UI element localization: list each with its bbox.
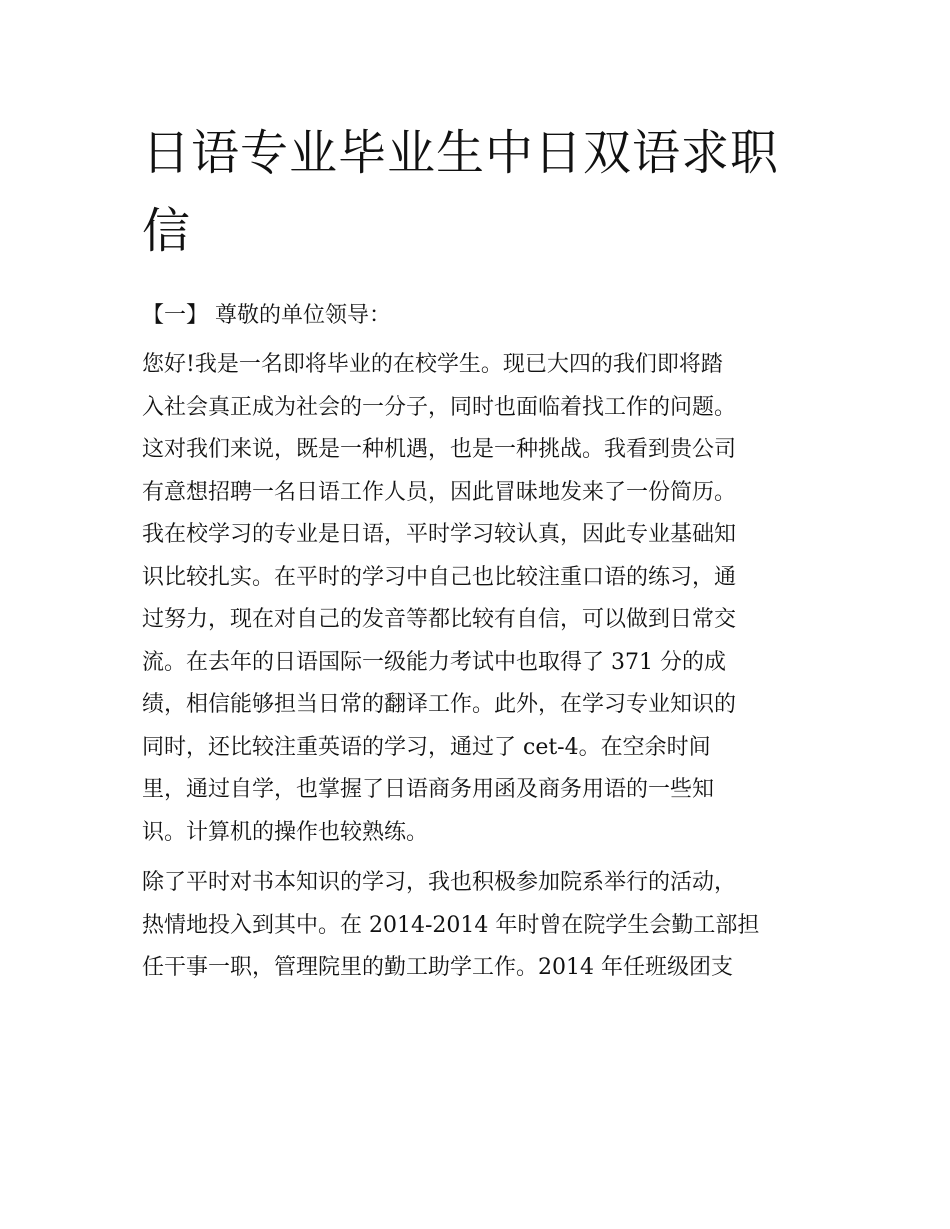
text-line: 绩，相信能够担当日常的翻译工作。此外，在学习专业知识的	[142, 692, 737, 717]
text-line: 识。计算机的操作也较熟练。	[142, 819, 429, 845]
text-line: 任干事一职，管理院里的勤工助学工作。2014 年任班级团支	[142, 955, 733, 980]
title-line: 信	[142, 203, 192, 259]
paragraph-1	[142, 344, 822, 854]
text-line: 识比较扎实。在平时的学习中自己也比较注重口语的练习，通	[142, 564, 737, 590]
document-body	[142, 114, 822, 990]
title-line: 日语专业毕业生中日双语求职	[142, 125, 780, 181]
text-line: 这对我们来说，既是一种机遇，也是一种挑战。我看到贵公司	[142, 437, 737, 462]
text-line: 里，通过自学，也掌握了日语商务用函及商务用语的一些知	[142, 777, 715, 802]
text-line: 除了平时对书本知识的学习，我也积极参加院系举行的活动，	[142, 870, 737, 895]
text-line: 过努力，现在对自己的发音等都比较有自信，可以做到日常交	[142, 607, 737, 632]
section-heading: 【一】 尊敬的单位领导：	[142, 303, 391, 328]
text-line: 流。在去年的日语国际一级能力考试中也取得了 371 分的成	[142, 649, 726, 675]
text-line: 热情地投入到其中。在 2014-2014 年时曾在院学生会勤工部担	[142, 912, 760, 938]
text-line: 您好!我是一名即将毕业的在校学生。现已大四的我们即将踏	[142, 352, 723, 377]
text-line: 同时，还比较注重英语的学习，通过了 cet-4。在空余时间	[142, 734, 711, 760]
text-line: 我在校学习的专业是日语，平时学习较认真，因此专业基础知	[142, 522, 737, 547]
document-title	[142, 114, 822, 270]
text-line: 有意想招聘一名日语工作人员，因此冒昧地发来了一份简历。	[142, 479, 737, 505]
paragraph-2	[142, 862, 822, 990]
text-line: 入社会真正成为社会的一分子，同时也面临着找工作的问题。	[142, 394, 737, 420]
